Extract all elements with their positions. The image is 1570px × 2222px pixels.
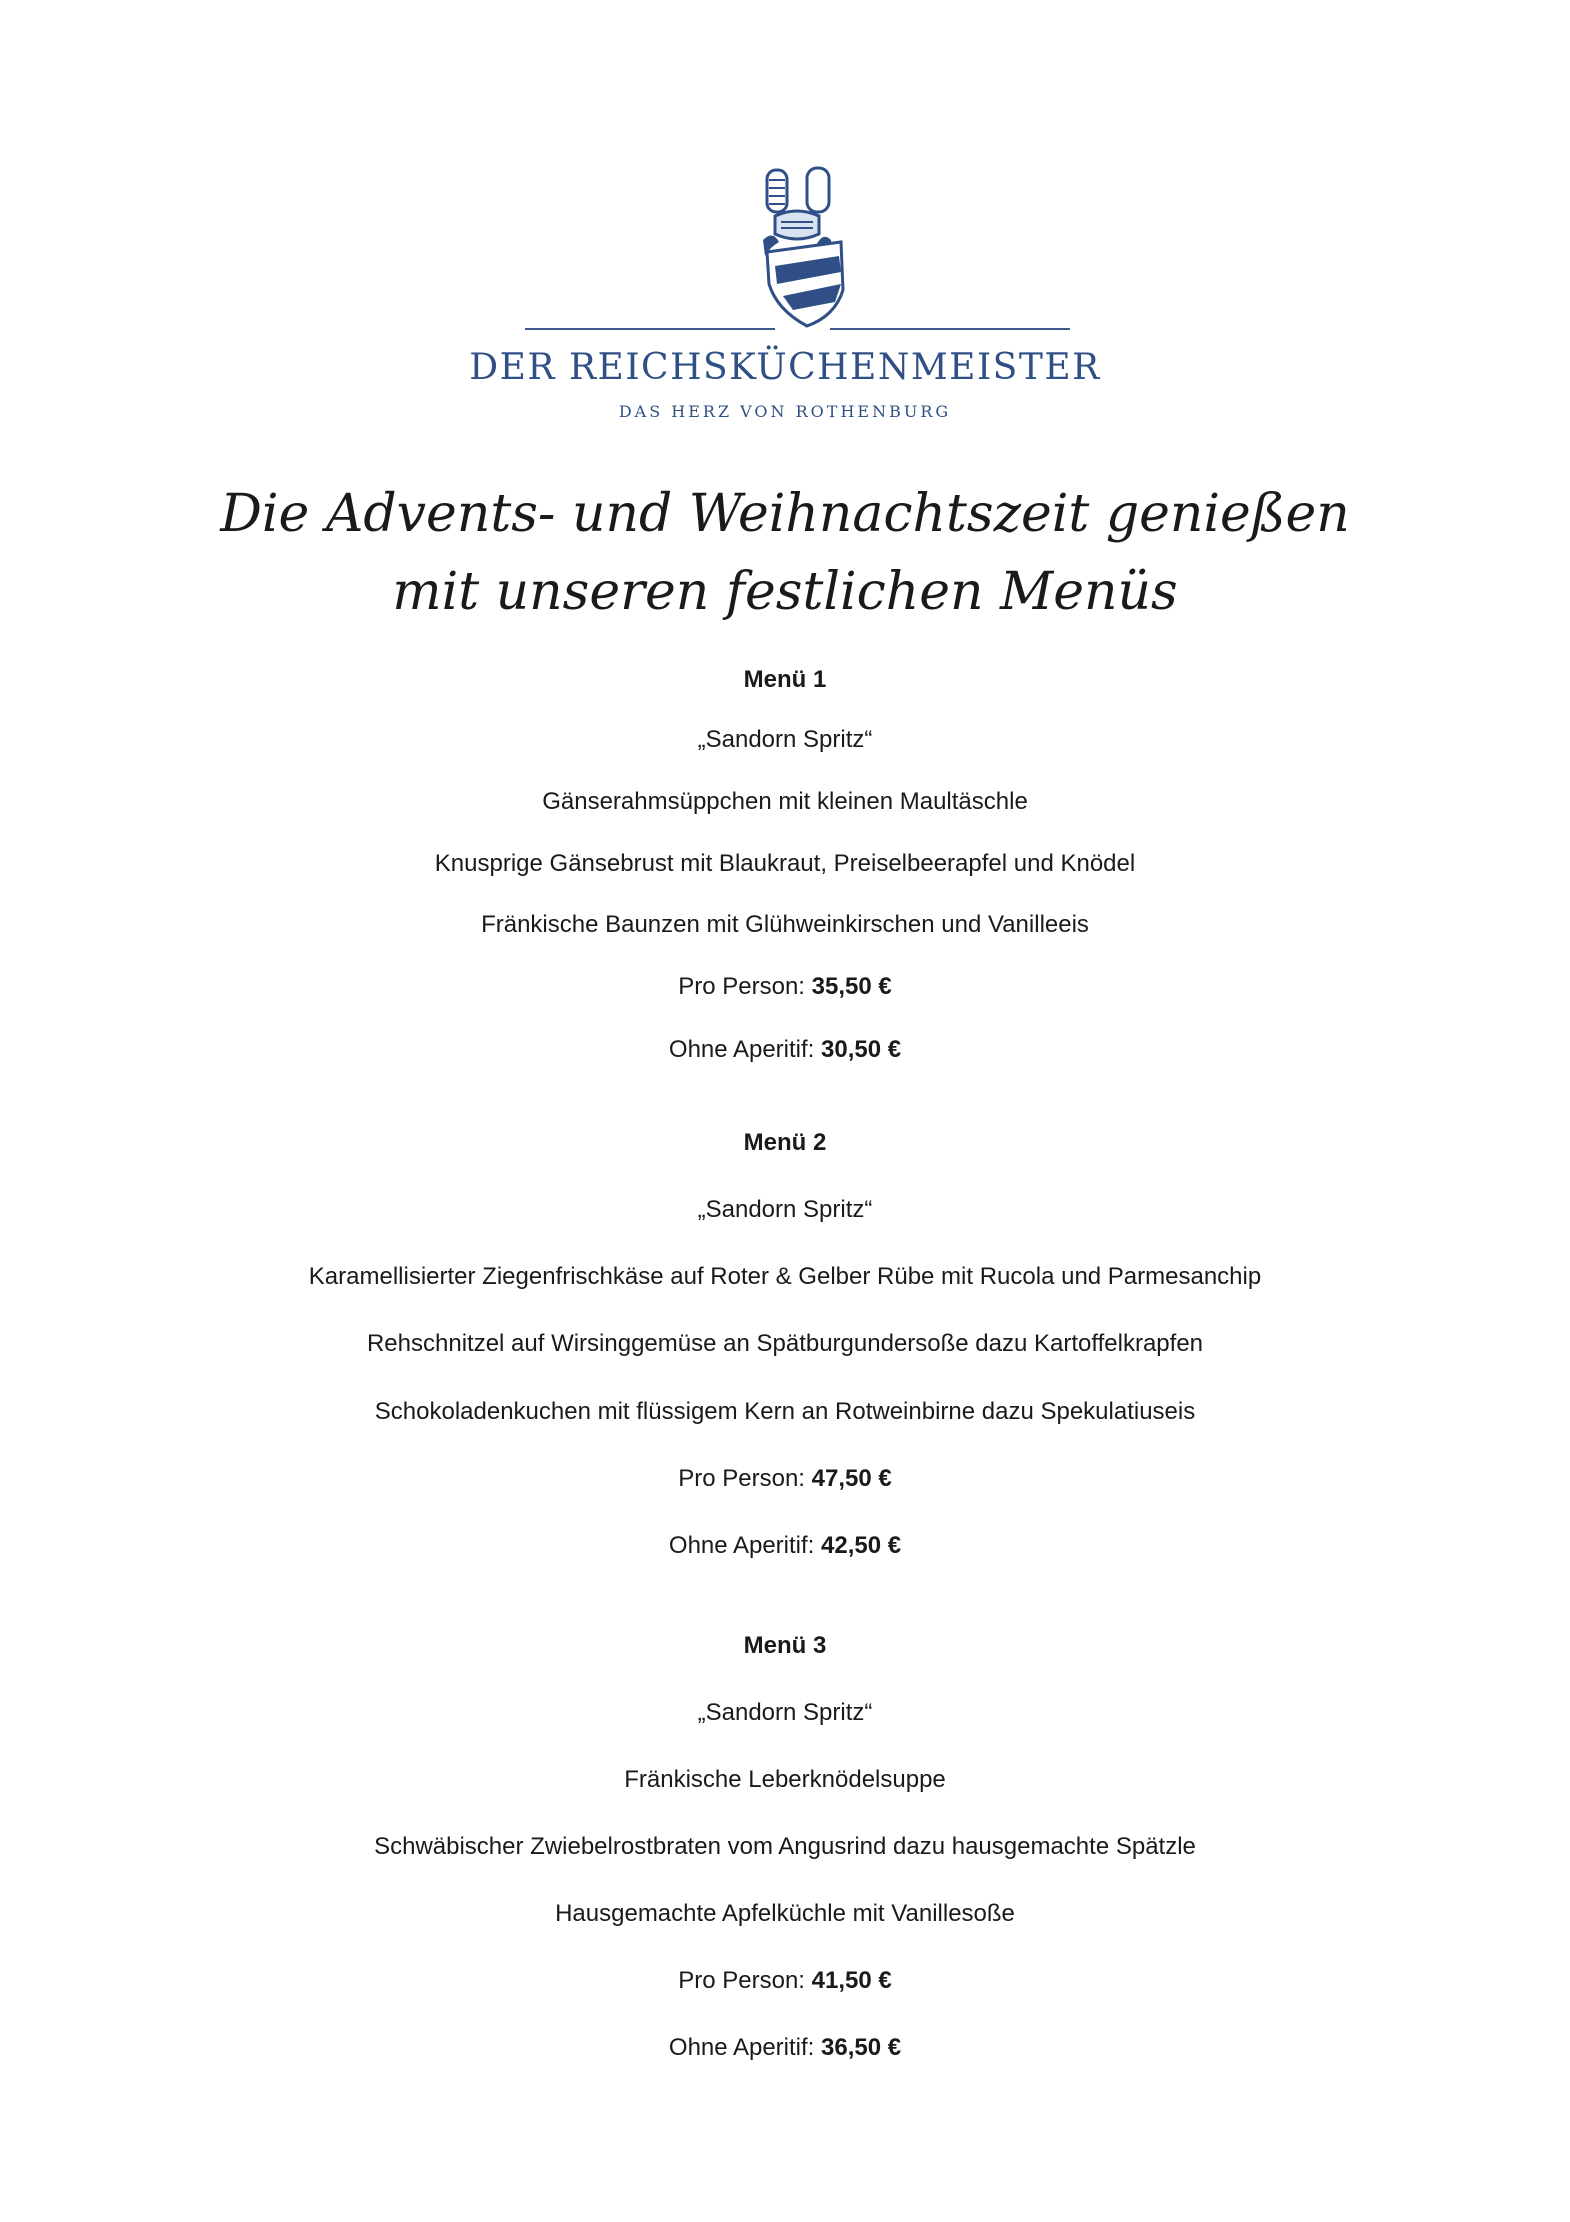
no-aperitif-label: Ohne Aperitif: xyxy=(668,1036,815,1063)
menu-title: Menü 1 xyxy=(743,666,827,693)
menu-aperitif: „Sandorn Spritz“ xyxy=(697,1196,873,1223)
menu-course: Hausgemachte Apfelküchle mit Vanillesoße xyxy=(555,1900,1015,1927)
price-value: 47,50 € xyxy=(811,1465,892,1492)
brand-name: DER REICHSKÜCHENMEISTER xyxy=(469,347,1101,388)
headline-line-2: mit unseren festlichen Menüs xyxy=(392,562,1178,622)
menu-course: Gänserahmsüppchen mit kleinen Maultäschle xyxy=(542,788,1028,815)
menu-course: Knusprige Gänsebrust mit Blaukraut, Preiselbeerapfel und Knödel xyxy=(434,850,1136,877)
price-label: Pro Person: xyxy=(678,1967,805,1994)
no-aperitif-label: Ohne Aperitif: xyxy=(668,2034,815,2061)
price-label: Pro Person: xyxy=(678,1465,805,1492)
menu-no-aperitif-row xyxy=(0,1038,1570,1062)
price-value: 41,50 € xyxy=(811,1967,892,1994)
menu-course: Rehschnitzel auf Wirsinggemüse an Spätburgundersoße dazu Kartoffelkrapfen xyxy=(366,1330,1204,1357)
brand-divider-left xyxy=(525,328,775,330)
headline-line-1: Die Advents- und Weihnachtszeit genießen xyxy=(220,484,1350,544)
no-aperitif-label: Ohne Aperitif: xyxy=(668,1532,815,1559)
menu-course: Schwäbischer Zwiebelrostbraten vom Angusrind dazu hausgemachte Spätzle xyxy=(374,1833,1196,1860)
menu-price-row xyxy=(0,1969,1570,1993)
brand-tagline: DAS HERZ VON ROTHENBURG xyxy=(618,402,952,421)
menu-aperitif: „Sandorn Spritz“ xyxy=(697,726,873,753)
menu-no-aperitif-row xyxy=(0,1534,1570,1558)
menu-course: Fränkische Leberknödelsuppe xyxy=(624,1766,946,1793)
menu-price-row xyxy=(0,975,1570,999)
coat-of-arms-icon xyxy=(745,160,865,330)
menu-price-row xyxy=(0,1467,1570,1491)
menu-title: Menü 3 xyxy=(743,1632,827,1659)
menu-title: Menü 2 xyxy=(743,1129,827,1156)
no-aperitif-value: 30,50 € xyxy=(821,1036,902,1063)
price-label: Pro Person: xyxy=(678,973,805,1000)
menu-course: Karamellisierter Ziegenfrischkäse auf Roter & Gelber Rübe mit Rucola und Parmesanchip xyxy=(308,1263,1262,1290)
menu-no-aperitif-row xyxy=(0,2036,1570,2060)
price-value: 35,50 € xyxy=(811,973,892,1000)
brand-header xyxy=(0,160,1570,440)
menu-course: Schokoladenkuchen mit flüssigem Kern an Rotweinbirne dazu Spekulatiuseis xyxy=(374,1398,1196,1425)
menu-course: Fränkische Baunzen mit Glühweinkirschen und Vanilleeis xyxy=(481,911,1089,938)
no-aperitif-value: 36,50 € xyxy=(821,2034,902,2061)
menu-aperitif: „Sandorn Spritz“ xyxy=(697,1699,873,1726)
no-aperitif-value: 42,50 € xyxy=(821,1532,902,1559)
brand-divider-right xyxy=(830,328,1070,330)
